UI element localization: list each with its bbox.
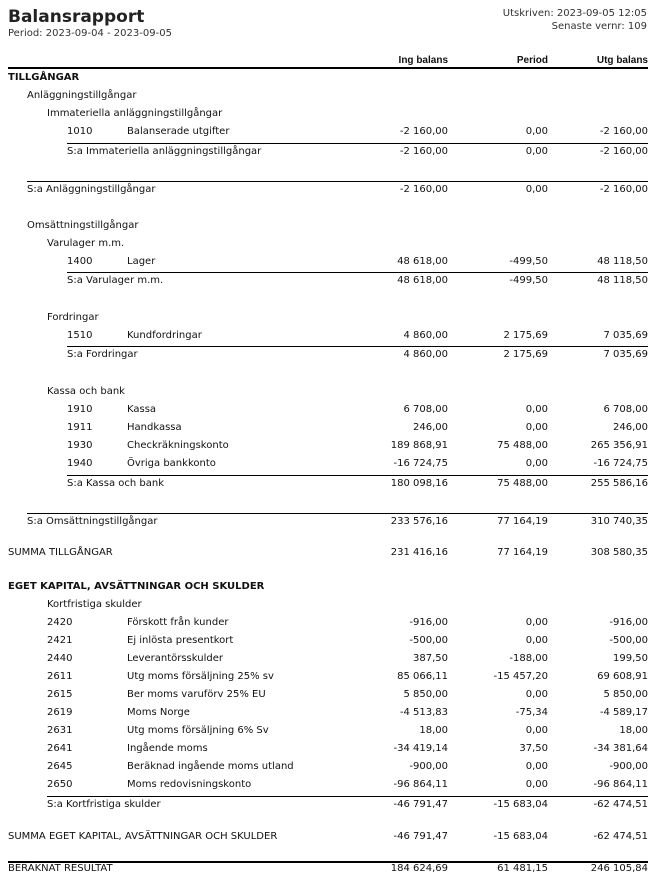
period-amount: 0,00 bbox=[525, 146, 548, 157]
column-header-period: Period bbox=[516, 55, 548, 66]
opening-balance: 189 868,91 bbox=[390, 440, 448, 451]
column-header-opening-balance: Ing balans bbox=[398, 55, 448, 66]
subtotal-row bbox=[0, 273, 663, 289]
closing-balance: 48 118,50 bbox=[597, 256, 648, 267]
column-header-closing-balance: Utg balans bbox=[596, 55, 648, 66]
closing-balance: -16 724,75 bbox=[593, 458, 648, 469]
group-label: Omsättningstillgångar bbox=[27, 220, 139, 231]
period-amount: 0,00 bbox=[525, 689, 548, 700]
period-amount: 0,00 bbox=[525, 458, 548, 469]
account-row bbox=[0, 705, 663, 721]
period-amount: -15 683,04 bbox=[493, 831, 548, 842]
account-row bbox=[0, 254, 663, 270]
account-number: 2611 bbox=[47, 671, 73, 682]
account-row bbox=[0, 687, 663, 703]
account-number: 1910 bbox=[67, 404, 93, 415]
account-number: 2421 bbox=[47, 635, 73, 646]
account-row bbox=[0, 124, 663, 140]
account-row bbox=[0, 651, 663, 667]
closing-balance: 18,00 bbox=[619, 725, 648, 736]
account-name: Ber moms varuförv 25% EU bbox=[127, 689, 266, 700]
result-label: BERÄKNAT RESULTAT bbox=[8, 863, 113, 874]
closing-balance: -900,00 bbox=[609, 761, 648, 772]
account-name: Kundfordringar bbox=[127, 330, 202, 341]
account-row bbox=[0, 669, 663, 685]
group-row bbox=[0, 218, 663, 234]
opening-balance: -4 513,83 bbox=[399, 707, 448, 718]
report-period: Period: 2023-09-04 - 2023-09-05 bbox=[8, 28, 172, 39]
group-label: Kortfristiga skulder bbox=[47, 599, 142, 610]
opening-balance: 246,00 bbox=[413, 422, 448, 433]
account-number: 2619 bbox=[47, 707, 73, 718]
closing-balance: 5 850,00 bbox=[603, 689, 648, 700]
closing-balance: 308 580,35 bbox=[590, 547, 648, 558]
section-row bbox=[0, 70, 663, 86]
period-amount: 75 488,00 bbox=[497, 478, 548, 489]
subtotal-row bbox=[0, 182, 663, 198]
account-row bbox=[0, 615, 663, 631]
period-amount: -499,50 bbox=[509, 256, 548, 267]
account-row bbox=[0, 759, 663, 775]
report-title: Balansrapport bbox=[8, 7, 145, 27]
group-label: Immateriella anläggningstillgångar bbox=[47, 108, 223, 119]
closing-balance: -2 160,00 bbox=[599, 126, 648, 137]
closing-balance: 199,50 bbox=[613, 653, 648, 664]
opening-balance: 231 416,16 bbox=[390, 547, 448, 558]
opening-balance: 85 066,11 bbox=[397, 671, 448, 682]
opening-balance: 5 850,00 bbox=[403, 689, 448, 700]
period-amount: 2 175,69 bbox=[503, 330, 548, 341]
account-number: 1940 bbox=[67, 458, 93, 469]
subtotal-label: S:a Anläggningstillgångar bbox=[27, 184, 156, 195]
subtotal-row bbox=[0, 144, 663, 160]
group-row bbox=[0, 236, 663, 252]
period-amount: 0,00 bbox=[525, 617, 548, 628]
account-row bbox=[0, 633, 663, 649]
subtotal-row bbox=[0, 797, 663, 813]
opening-balance: -16 724,75 bbox=[393, 458, 448, 469]
opening-balance: 4 860,00 bbox=[403, 330, 448, 341]
result-row bbox=[0, 861, 663, 877]
group-row bbox=[0, 106, 663, 122]
closing-balance: -62 474,51 bbox=[593, 831, 648, 842]
header-divider bbox=[8, 67, 648, 69]
closing-balance: 69 608,91 bbox=[597, 671, 648, 682]
account-name: Ej inlösta presentkort bbox=[127, 635, 234, 646]
account-number: 2615 bbox=[47, 689, 73, 700]
account-row bbox=[0, 402, 663, 418]
opening-balance: 48 618,00 bbox=[397, 275, 448, 286]
opening-balance: -34 419,14 bbox=[393, 743, 448, 754]
group-row bbox=[0, 88, 663, 104]
closing-balance: 246 105,84 bbox=[590, 863, 648, 874]
section-row bbox=[0, 579, 663, 595]
closing-balance: 310 740,35 bbox=[590, 516, 648, 527]
group-row bbox=[0, 384, 663, 400]
period-amount: 77 164,19 bbox=[497, 547, 548, 558]
account-row bbox=[0, 723, 663, 739]
subtotal-row bbox=[0, 476, 663, 492]
account-name: Beräknad ingående moms utland bbox=[127, 761, 294, 772]
opening-balance: -900,00 bbox=[409, 761, 448, 772]
account-row bbox=[0, 777, 663, 793]
period-amount: 77 164,19 bbox=[497, 516, 548, 527]
closing-balance: -916,00 bbox=[609, 617, 648, 628]
period-amount: 2 175,69 bbox=[503, 349, 548, 360]
account-name: Checkräkningskonto bbox=[127, 440, 229, 451]
opening-balance: -500,00 bbox=[409, 635, 448, 646]
account-name: Handkassa bbox=[127, 422, 182, 433]
total-label: SUMMA TILLGÅNGAR bbox=[8, 547, 113, 558]
account-name: Moms redovisningskonto bbox=[127, 779, 252, 790]
period-amount: -75,34 bbox=[515, 707, 548, 718]
closing-balance: -96 864,11 bbox=[593, 779, 648, 790]
account-name: Ingående moms bbox=[127, 743, 208, 754]
opening-balance: -46 791,47 bbox=[393, 831, 448, 842]
period-amount: -499,50 bbox=[509, 275, 548, 286]
section-label: TILLGÅNGAR bbox=[8, 72, 80, 83]
closing-balance: 255 586,16 bbox=[590, 478, 648, 489]
account-number: 2650 bbox=[47, 779, 73, 790]
account-row bbox=[0, 741, 663, 757]
opening-balance: 18,00 bbox=[419, 725, 448, 736]
closing-balance: 7 035,69 bbox=[603, 330, 648, 341]
total-row bbox=[0, 829, 663, 845]
closing-balance: -34 381,64 bbox=[593, 743, 648, 754]
closing-balance: -500,00 bbox=[609, 635, 648, 646]
account-number: 1911 bbox=[67, 422, 93, 433]
printed-timestamp: Utskriven: 2023-09-05 12:05 bbox=[502, 8, 647, 19]
account-number: 2440 bbox=[47, 653, 73, 664]
period-amount: -15 457,20 bbox=[493, 671, 548, 682]
account-name: Lager bbox=[127, 256, 156, 267]
period-amount: 0,00 bbox=[525, 404, 548, 415]
account-row bbox=[0, 328, 663, 344]
opening-balance: 48 618,00 bbox=[397, 256, 448, 267]
period-amount: 0,00 bbox=[525, 184, 548, 195]
closing-balance: -4 589,17 bbox=[599, 707, 648, 718]
group-row bbox=[0, 310, 663, 326]
subtotal-label: S:a Kassa och bank bbox=[67, 478, 164, 489]
total-row bbox=[0, 545, 663, 561]
opening-balance: -2 160,00 bbox=[399, 184, 448, 195]
period-amount: 37,50 bbox=[519, 743, 548, 754]
closing-balance: 246,00 bbox=[613, 422, 648, 433]
opening-balance: 233 576,16 bbox=[390, 516, 448, 527]
account-row bbox=[0, 420, 663, 436]
opening-balance: -916,00 bbox=[409, 617, 448, 628]
report-meta bbox=[503, 7, 647, 33]
opening-balance: -2 160,00 bbox=[399, 146, 448, 157]
subtotal-row bbox=[0, 514, 663, 530]
group-label: Fordringar bbox=[47, 312, 99, 323]
subtotal-row bbox=[0, 347, 663, 363]
subtotal-label: S:a Kortfristiga skulder bbox=[47, 799, 161, 810]
account-number: 2641 bbox=[47, 743, 73, 754]
account-number: 2645 bbox=[47, 761, 73, 772]
account-number: 1510 bbox=[67, 330, 93, 341]
period-amount: 0,00 bbox=[525, 725, 548, 736]
opening-balance: 184 624,69 bbox=[390, 863, 448, 874]
group-row bbox=[0, 597, 663, 613]
last-voucher-number: Senaste vernr: 109 bbox=[551, 21, 647, 32]
closing-balance: 265 356,91 bbox=[590, 440, 648, 451]
period-amount: 0,00 bbox=[525, 779, 548, 790]
account-number: 2631 bbox=[47, 725, 73, 736]
period-amount: 0,00 bbox=[525, 761, 548, 772]
subtotal-label: S:a Varulager m.m. bbox=[67, 275, 164, 286]
section-label: EGET KAPITAL, AVSÄTTNINGAR OCH SKULDER bbox=[8, 581, 265, 592]
account-name: Förskott från kunder bbox=[127, 617, 229, 628]
opening-balance: 6 708,00 bbox=[403, 404, 448, 415]
subtotal-label: S:a Immateriella anläggningstillgångar bbox=[67, 146, 262, 157]
period-amount: 0,00 bbox=[525, 126, 548, 137]
period-amount: 0,00 bbox=[525, 635, 548, 646]
group-label: Kassa och bank bbox=[47, 386, 125, 397]
opening-balance: -2 160,00 bbox=[399, 126, 448, 137]
opening-balance: 4 860,00 bbox=[403, 349, 448, 360]
account-number: 1400 bbox=[67, 256, 93, 267]
account-name: Moms Norge bbox=[127, 707, 190, 718]
closing-balance: -2 160,00 bbox=[599, 184, 648, 195]
account-row bbox=[0, 438, 663, 454]
closing-balance: -2 160,00 bbox=[599, 146, 648, 157]
period-amount: 0,00 bbox=[525, 422, 548, 433]
account-name: Kassa bbox=[127, 404, 157, 415]
opening-balance: -96 864,11 bbox=[393, 779, 448, 790]
group-label: Varulager m.m. bbox=[47, 238, 125, 249]
period-amount: 75 488,00 bbox=[497, 440, 548, 451]
period-amount: -15 683,04 bbox=[493, 799, 548, 810]
subtotal-label: S:a Fordringar bbox=[67, 349, 138, 360]
closing-balance: -62 474,51 bbox=[593, 799, 648, 810]
account-name: Balanserade utgifter bbox=[127, 126, 230, 137]
account-number: 1930 bbox=[67, 440, 93, 451]
group-label: Anläggningstillgångar bbox=[27, 90, 137, 101]
period-amount: 61 481,15 bbox=[497, 863, 548, 874]
opening-balance: 180 098,16 bbox=[390, 478, 448, 489]
period-amount: -188,00 bbox=[509, 653, 548, 664]
account-name: Leverantörsskulder bbox=[127, 653, 223, 664]
account-name: Utg moms försäljning 6% Sv bbox=[127, 725, 269, 736]
closing-balance: 6 708,00 bbox=[603, 404, 648, 415]
opening-balance: -46 791,47 bbox=[393, 799, 448, 810]
opening-balance: 387,50 bbox=[413, 653, 448, 664]
account-name: Utg moms försäljning 25% sv bbox=[127, 671, 274, 682]
total-label: SUMMA EGET KAPITAL, AVSÄTTNINGAR OCH SKULDER bbox=[8, 831, 278, 842]
account-name: Övriga bankkonto bbox=[127, 458, 216, 469]
account-number: 1010 bbox=[67, 126, 93, 137]
closing-balance: 7 035,69 bbox=[603, 349, 648, 360]
account-number: 2420 bbox=[47, 617, 73, 628]
account-row bbox=[0, 456, 663, 472]
closing-balance: 48 118,50 bbox=[597, 275, 648, 286]
subtotal-label: S:a Omsättningstillgångar bbox=[27, 516, 158, 527]
